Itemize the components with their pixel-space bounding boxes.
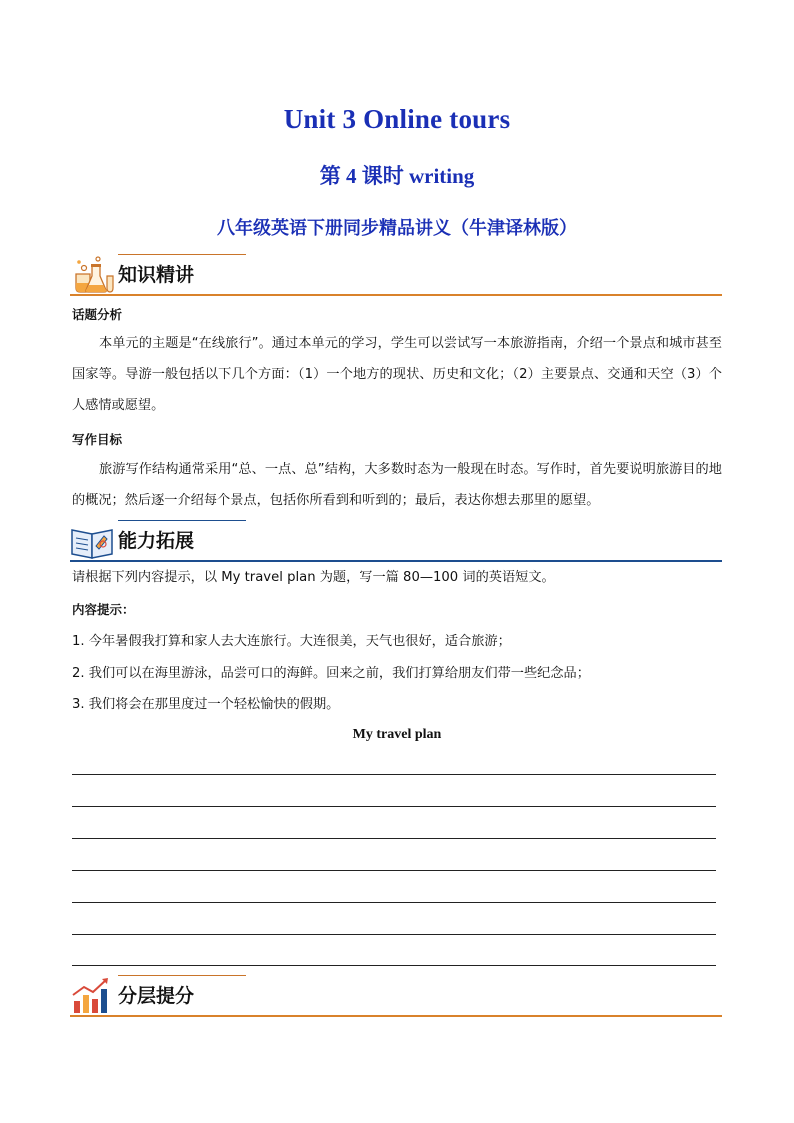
writing-line[interactable]: [72, 902, 716, 903]
writing-line[interactable]: [72, 806, 716, 807]
section-top-line: [118, 975, 246, 976]
section-label: 能力拓展: [118, 530, 195, 552]
writing-goal-text: 旅游写作结构通常采用“总、一点、总”结构，大多数时态为一般现在时态。写作时，首先要说明旅游目的地的概况；然后逐一介绍每个景点，包括你所看到和听到的；最后，表达你想去那里的愿望。: [72, 462, 722, 508]
essay-title: My travel plan: [352, 727, 442, 742]
lesson-subtitle: 第 4 课时 writing: [319, 164, 475, 188]
section-header-ability: [70, 520, 722, 562]
writing-goal-label: 写作目标: [72, 432, 123, 447]
section-divider: [70, 294, 722, 296]
series-title: 八年级英语下册同步精品讲义（牛津译林版）: [217, 218, 577, 239]
writing-line[interactable]: [72, 870, 716, 871]
section-divider: [70, 560, 722, 562]
writing-line[interactable]: [72, 965, 716, 966]
flask-beakers-icon: [70, 254, 114, 294]
section-top-line: [118, 254, 246, 255]
page-title: Unit 3 Online tours: [283, 104, 511, 134]
section-header-knowledge: [70, 254, 722, 296]
section-divider: [70, 1015, 722, 1017]
task-instruction: 请根据下列内容提示，以 My travel plan 为题，写一篇 80—100 词的英语短文。: [72, 570, 555, 585]
topic-analysis-label: 话题分析: [72, 307, 123, 322]
open-book-icon: [70, 520, 114, 560]
bar-chart-trend-icon: [70, 975, 114, 1015]
section-label: 知识精讲: [118, 264, 195, 286]
section-top-line: [118, 520, 246, 521]
content-hints-label: 内容提示：: [72, 602, 135, 617]
writing-line[interactable]: [72, 934, 716, 935]
section-header-layered: [70, 975, 722, 1017]
hint-item: 3. 我们将会在那里度过一个轻松愉快的假期。: [72, 697, 340, 712]
section-label: 分层提分: [118, 985, 195, 1007]
hint-item: 1. 今年暑假我打算和家人去大连旅行。大连很美，天气也很好，适合旅游；: [72, 634, 511, 649]
writing-line[interactable]: [72, 774, 716, 775]
writing-line[interactable]: [72, 838, 716, 839]
topic-analysis-text: 本单元的主题是“在线旅行”。通过本单元的学习，学生可以尝试写一本旅游指南，介绍一个景点和城市甚至国家等。导游一般包括以下几个方面：（1）一个地方的现状、历史和文化；（2）主要景点、交通和天空（3）个人感情或愿望。: [72, 336, 722, 413]
hint-item: 2. 我们可以在海里游泳，品尝可口的海鲜。回来之前，我们打算给朋友们带一些纪念品；: [72, 666, 590, 681]
